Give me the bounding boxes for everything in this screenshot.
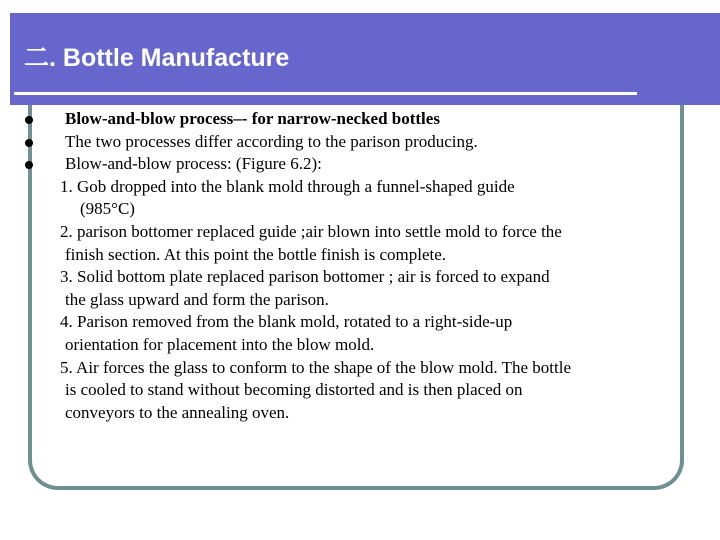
slide-body	[0, 108, 720, 424]
step-line: conveyors to the annealing oven.	[65, 402, 290, 422]
step-line: (985°C)	[80, 199, 135, 219]
step-line: 5. Air forces the glass to conform to the shape of the blow mold. The bottle	[60, 357, 571, 377]
process-step	[0, 357, 720, 425]
process-step	[0, 311, 720, 356]
bullet-item	[0, 108, 720, 131]
bullet-text: The two processes differ according to the parison producing.	[65, 131, 478, 151]
bullet-dot-icon	[25, 161, 33, 169]
step-line: 1. Gob dropped into the blank mold through a funnel-shaped guide	[60, 176, 515, 196]
process-step	[0, 221, 720, 266]
bullet-dot-icon	[25, 116, 33, 124]
bullet-text: Blow-and-blow process: (Figure 6.2):	[65, 154, 322, 174]
bullet-item	[0, 131, 720, 154]
step-line: 4. Parison removed from the blank mold, rotated to a right-side-up	[60, 312, 513, 332]
step-line: 3. Solid bottom plate replaced parison bottomer ; air is forced to expand	[60, 267, 550, 287]
bullet-item	[0, 153, 720, 176]
step-line: 2. parison bottomer replaced guide ;air blown into settle mold to force the	[60, 221, 562, 241]
process-step	[0, 176, 720, 221]
title-underline	[14, 92, 637, 95]
step-line: is cooled to stand without becoming distorted and is then placed on	[65, 380, 523, 400]
step-line: finish section. At this point the bottle finish is complete.	[65, 244, 447, 264]
bullet-text: Blow-and-blow process–- for narrow-necked bottles	[65, 109, 440, 128]
step-line: orientation for placement into the blow mold.	[65, 334, 375, 354]
bullet-dot-icon	[25, 139, 33, 147]
slide-title: 二. Bottle Manufacture	[24, 44, 290, 72]
process-step	[0, 266, 720, 311]
step-line: the glass upward and form the parison.	[65, 289, 329, 309]
